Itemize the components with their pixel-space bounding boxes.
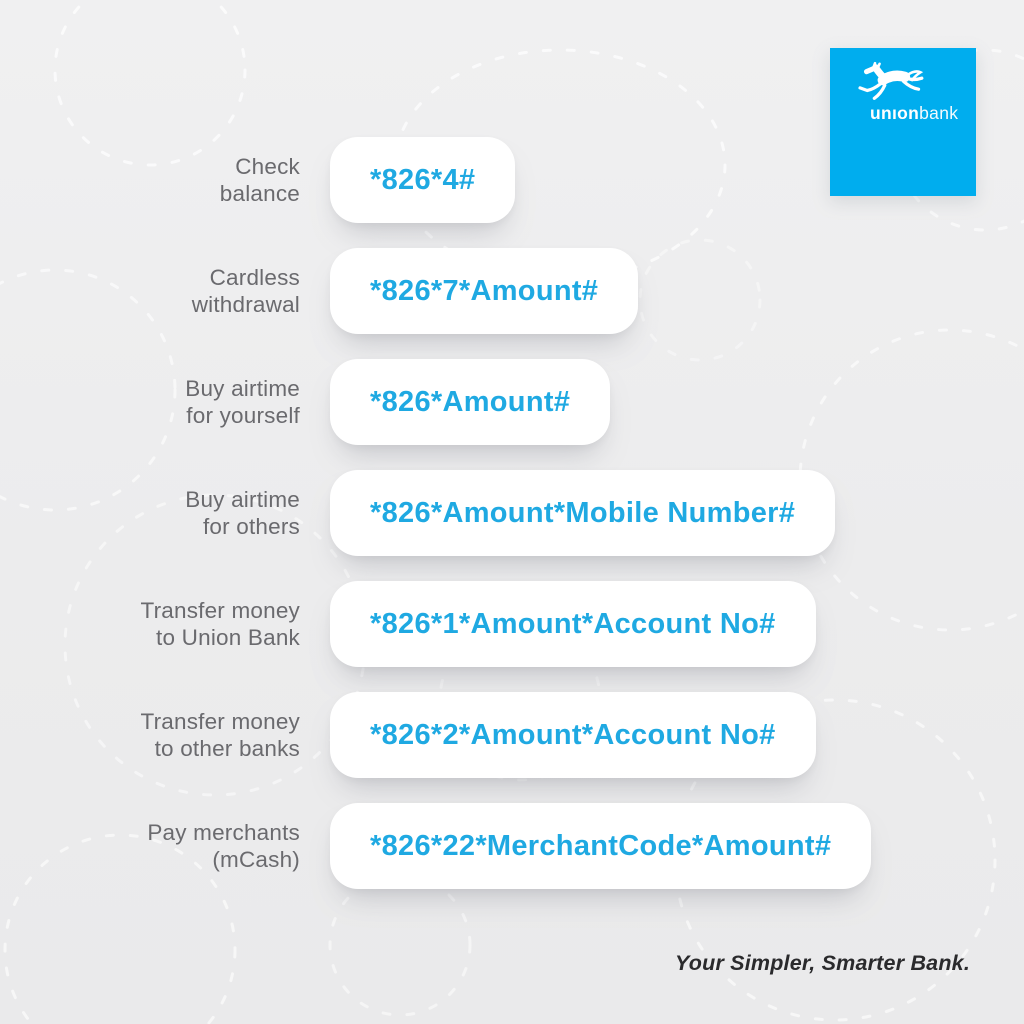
service-label: Check balance (219, 154, 300, 206)
ussd-code-card (330, 470, 835, 556)
service-label: Buy airtime for yourself (185, 376, 300, 428)
ussd-code-card (330, 692, 816, 778)
row-transfer-union-bank (0, 581, 1024, 667)
ussd-service-list (0, 137, 1024, 914)
service-label: Buy airtime for others (185, 487, 300, 539)
ussd-code: *826*Amount*Mobile Number# (370, 496, 796, 529)
row-check-balance (0, 137, 1024, 223)
ussd-code-card (330, 248, 638, 334)
ussd-code: *826*7*Amount# (370, 274, 599, 307)
wordmark-union: unıon (870, 103, 920, 123)
ussd-code: *826*2*Amount*Account No# (370, 718, 776, 751)
ussd-code-card (330, 359, 610, 445)
service-label: Transfer money to Union Bank (140, 598, 300, 650)
brand-tagline: Your Simpler, Smarter Bank. (675, 951, 970, 975)
row-transfer-other-banks (0, 692, 1024, 778)
row-cardless-withdrawal (0, 248, 1024, 334)
wordmark-bank: bank (919, 103, 959, 123)
service-label: Cardless withdrawal (191, 265, 300, 317)
ussd-code: *826*22*MerchantCode*Amount# (370, 829, 832, 862)
row-buy-airtime-others (0, 470, 1024, 556)
row-buy-airtime-self (0, 359, 1024, 445)
ussd-code-card (330, 581, 816, 667)
ussd-code: *826*Amount# (370, 385, 571, 418)
service-label: Transfer money to other banks (140, 709, 300, 761)
ussd-code: *826*4# (370, 163, 476, 196)
ussd-code: *826*1*Amount*Account No# (370, 607, 776, 640)
ussd-code-card (330, 803, 871, 889)
logo-wordmark (870, 103, 958, 124)
service-label: Pay merchants (mCash) (147, 820, 300, 872)
row-pay-merchants (0, 803, 1024, 889)
ussd-code-card (330, 137, 515, 223)
